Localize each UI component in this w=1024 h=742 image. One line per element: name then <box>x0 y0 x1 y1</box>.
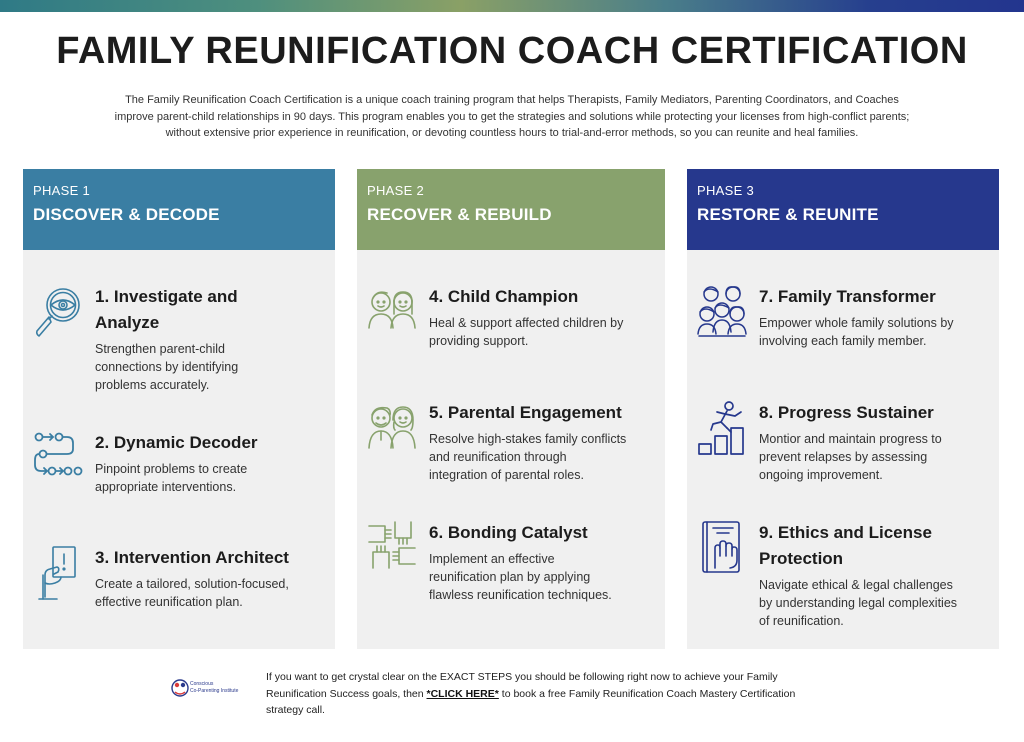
intro-paragraph <box>70 92 954 142</box>
item-title: 1. Investigate and <box>95 287 238 306</box>
magnifier-eye-icon <box>33 284 83 340</box>
item-desc: Create a tailored, solution-focused, <box>95 577 289 591</box>
item-title: 7. Family Transformer <box>759 287 936 306</box>
phase-name: RECOVER & REBUILD <box>367 205 552 224</box>
item-title: 2. Dynamic Decoder <box>95 433 258 452</box>
phase-3-header <box>687 169 999 250</box>
item-desc: appropriate interventions. <box>95 480 237 494</box>
hand-holding-card-icon <box>33 545 83 601</box>
conscious-coparenting-logo <box>170 676 250 700</box>
item-desc: Navigate ethical & legal challenges <box>759 578 953 592</box>
item-desc: connections by identifying <box>95 360 239 374</box>
intro-line: without extensive prior experience in reunification, or devoting countless hours to trial-and-error methods, so you can reunite and heal families. <box>165 127 859 139</box>
phase-name: DISCOVER & DECODE <box>33 205 220 224</box>
family-group-icon <box>697 284 747 340</box>
item-desc: providing support. <box>429 334 529 348</box>
phase-label: PHASE 1 <box>33 183 91 198</box>
parents-icon <box>367 400 417 456</box>
footer-text: to book a free Family Reunification Coach Mastery Certification <box>498 687 796 700</box>
phase-1-header <box>23 169 335 250</box>
climbing-steps-icon <box>697 400 747 456</box>
flow-diagram-icon <box>33 430 83 486</box>
footer-line <box>266 686 866 703</box>
item-desc: Montior and maintain progress to <box>759 432 942 446</box>
item-desc: Empower whole family solutions by <box>759 316 954 330</box>
item-title: Analyze <box>95 313 160 332</box>
item-desc: flawless reunification techniques. <box>429 588 612 602</box>
footer-line: strategy call. <box>266 704 325 716</box>
hand-on-book-icon <box>697 520 747 576</box>
logo-line: Conscious <box>190 681 214 687</box>
children-icon <box>367 284 417 340</box>
item-desc: ongoing improvement. <box>759 468 883 482</box>
footer-cta <box>266 669 866 719</box>
phase-1-panel <box>23 250 335 649</box>
top-gradient-bar <box>0 0 1024 12</box>
intro-line: improve parent-child relationships in 90 days. This program enables you to get the strategies and solutions while protecting your licenses from high-conflict parents; <box>114 110 910 123</box>
item-desc: reunification plan by applying <box>429 570 591 584</box>
item-desc: Strengthen parent-child <box>95 342 225 356</box>
item-title: 9. Ethics and License <box>759 523 932 542</box>
item-desc: and reunification through <box>429 450 567 464</box>
footer-line: If you want to get crystal clear on the EXACT STEPS you should be following right now to achieve your Family <box>266 671 778 683</box>
linked-hands-icon <box>367 520 417 576</box>
click-here-link[interactable]: *CLICK HERE* <box>426 687 499 700</box>
phase-label: PHASE 2 <box>367 183 425 198</box>
item-title: Protection <box>759 549 844 568</box>
page-title: FAMILY REUNIFICATION COACH CERTIFICATION <box>56 30 968 72</box>
item-desc: Heal & support affected children by <box>429 316 624 330</box>
item-desc: prevent relapses by assessing <box>759 450 928 464</box>
item-desc: Implement an effective <box>429 552 555 566</box>
item-desc: effective reunification plan. <box>95 595 243 609</box>
item-desc: problems accurately. <box>95 378 210 392</box>
phase-name: RESTORE & REUNITE <box>697 205 879 224</box>
phase-label: PHASE 3 <box>697 183 755 198</box>
item-desc: by understanding legal complexities <box>759 596 958 610</box>
item-title: 5. Parental Engagement <box>429 403 622 422</box>
logo-mark-icon <box>170 676 190 700</box>
phase-2-panel <box>357 250 665 649</box>
item-desc: Resolve high-stakes family conflicts <box>429 432 627 446</box>
item-title: 8. Progress Sustainer <box>759 403 934 422</box>
phase-2-header <box>357 169 665 250</box>
item-title: 4. Child Champion <box>429 287 579 306</box>
item-desc: integration of parental roles. <box>429 468 584 482</box>
phase-3-panel <box>687 250 999 649</box>
footer-text: Reunification Success goals, then <box>266 687 427 700</box>
item-desc: Pinpoint problems to create <box>95 462 248 476</box>
item-title: 3. Intervention Architect <box>95 548 289 567</box>
item-desc: involving each family member. <box>759 334 927 348</box>
item-title: 6. Bonding Catalyst <box>429 523 588 542</box>
intro-line: The Family Reunification Coach Certification is a unique coach training program that helps Therapists, Family Mediators, Parenting Coordinators, and Coaches <box>125 94 899 106</box>
item-desc: of reunification. <box>759 614 844 628</box>
logo-line: Co-Parenting Institute <box>190 688 239 694</box>
